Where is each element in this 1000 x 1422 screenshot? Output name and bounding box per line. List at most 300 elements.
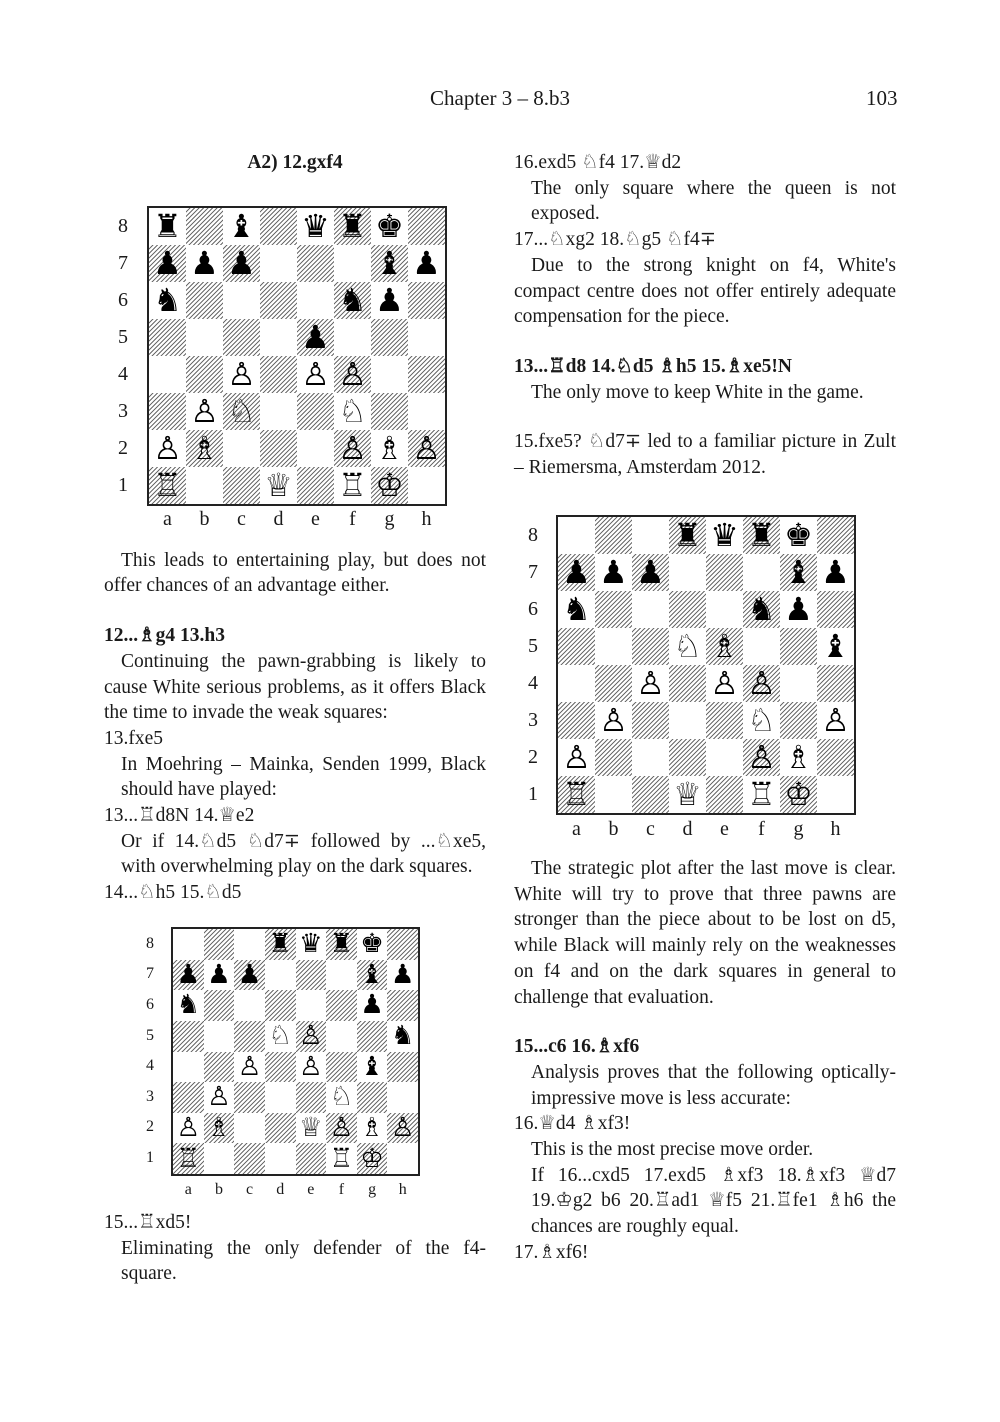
chessboard <box>147 206 447 506</box>
square-b6 <box>204 990 235 1021</box>
rank-label: 6 <box>528 597 538 620</box>
chess-piece: ♗ <box>207 1112 231 1143</box>
square-e2 <box>297 430 334 467</box>
chess-piece: ♛ <box>301 206 330 245</box>
square-c8 <box>234 929 265 960</box>
square-f5 <box>334 319 371 356</box>
rank-label: 6 <box>118 288 128 311</box>
chess-piece: ♘ <box>329 1082 354 1113</box>
chess-piece: ♝ <box>360 1051 384 1082</box>
square-g5 <box>371 319 408 356</box>
square-g4 <box>780 665 817 702</box>
chess-piece: ♔ <box>375 465 404 504</box>
square-a6 <box>149 282 186 319</box>
square-e5 <box>297 319 334 356</box>
rank-label: 1 <box>146 1149 154 1167</box>
file-label: h <box>830 818 841 840</box>
rank-label: 8 <box>146 934 154 952</box>
file-label: g <box>793 818 804 840</box>
move-line: 17.♗xf6! <box>514 1241 589 1263</box>
chess-piece: ♟ <box>237 959 262 990</box>
rank-label: 5 <box>528 634 538 657</box>
square-d5 <box>669 628 706 665</box>
chess-piece: ♟ <box>390 959 415 990</box>
chess-piece: ♜ <box>747 515 776 554</box>
rank-label: 3 <box>528 708 538 731</box>
square-c5 <box>223 319 260 356</box>
square-e8 <box>297 208 334 245</box>
paragraph: Continuing the pawn-grabbing is likely to cause White serious problems, as it offers Black the time to invade the weak squares: <box>104 650 486 724</box>
square-g3 <box>357 1082 388 1113</box>
paragraph: Or if 14.♘d5 ♘d7∓ followed by ...♘xe5, with overwhelming play on the dark squares. <box>121 830 486 878</box>
chess-piece: ♟ <box>360 990 384 1021</box>
square-d8 <box>260 208 297 245</box>
square-h6 <box>817 591 854 628</box>
square-c4 <box>223 356 260 393</box>
chess-piece: ♙ <box>176 1112 201 1143</box>
square-c8 <box>223 208 260 245</box>
file-label: e <box>307 1181 315 1198</box>
chess-piece: ♖ <box>153 465 182 504</box>
square-g7 <box>371 245 408 282</box>
square-b5 <box>204 1021 235 1052</box>
square-a4 <box>558 665 595 702</box>
square-e2 <box>296 1113 327 1144</box>
square-b3 <box>186 393 223 430</box>
square-a4 <box>173 1052 204 1083</box>
chess-piece: ♙ <box>710 663 739 702</box>
square-d6 <box>669 591 706 628</box>
chess-piece: ♟ <box>375 280 404 319</box>
section-heading: A2) 12.gxf4 <box>247 152 343 173</box>
square-e5 <box>706 628 743 665</box>
square-h1 <box>817 776 854 813</box>
rank-label: 7 <box>528 560 538 583</box>
file-label: a <box>163 508 172 530</box>
chess-piece: ♕ <box>673 774 702 813</box>
square-f7 <box>334 245 371 282</box>
paragraph: This is the most precise move order. <box>531 1139 814 1161</box>
chess-piece: ♟ <box>153 243 182 282</box>
square-f3 <box>334 393 371 430</box>
file-label: f <box>349 508 356 530</box>
chess-piece: ♝ <box>784 552 813 591</box>
square-a2 <box>558 739 595 776</box>
chess-piece: ♗ <box>190 428 219 467</box>
chess-piece: ♙ <box>299 1051 323 1082</box>
file-label: c <box>646 818 655 840</box>
square-c7 <box>223 245 260 282</box>
square-d7 <box>265 960 296 991</box>
chess-piece: ♟ <box>412 243 441 282</box>
square-c8 <box>632 517 669 554</box>
square-f8 <box>334 208 371 245</box>
square-a3 <box>149 393 186 430</box>
rank-label: 8 <box>118 214 128 237</box>
file-label: d <box>682 818 693 840</box>
square-c6 <box>632 591 669 628</box>
chess-piece: ♞ <box>338 280 367 319</box>
file-label: b <box>608 818 619 840</box>
square-h3 <box>408 393 445 430</box>
square-a6 <box>173 990 204 1021</box>
square-d4 <box>669 665 706 702</box>
square-h1 <box>387 1143 418 1174</box>
chess-piece: ♖ <box>176 1143 201 1174</box>
rank-label: 6 <box>146 995 154 1013</box>
square-d4 <box>265 1052 296 1083</box>
chess-piece: ♙ <box>636 663 665 702</box>
chess-piece: ♝ <box>821 626 850 665</box>
chess-piece: ♜ <box>268 929 292 960</box>
chessboard <box>556 515 856 815</box>
square-e4 <box>706 665 743 702</box>
paragraph: The only move to keep White in the game. <box>531 381 864 403</box>
chess-piece: ♟ <box>190 243 219 282</box>
chess-piece: ♘ <box>227 391 256 430</box>
square-f1 <box>326 1143 357 1174</box>
square-b7 <box>204 960 235 991</box>
square-a5 <box>558 628 595 665</box>
square-e3 <box>296 1082 327 1113</box>
square-a6 <box>558 591 595 628</box>
square-g3 <box>780 702 817 739</box>
chess-piece: ♜ <box>153 206 182 245</box>
chess-piece: ♘ <box>747 700 776 739</box>
square-h8 <box>408 208 445 245</box>
chess-piece: ♚ <box>360 929 384 960</box>
square-c4 <box>632 665 669 702</box>
rank-label: 1 <box>118 473 128 496</box>
rank-label: 2 <box>528 745 538 768</box>
move-line: 13.fxe5 <box>104 727 164 749</box>
paragraph: This leads to entertaining play, but does not offer chances of an advantage either. <box>104 549 486 597</box>
chess-piece: ♗ <box>784 737 813 776</box>
square-g2 <box>371 430 408 467</box>
file-label: a <box>184 1181 192 1198</box>
file-label: c <box>237 508 246 530</box>
square-d3 <box>669 702 706 739</box>
square-b1 <box>595 776 632 813</box>
square-c3 <box>223 393 260 430</box>
square-g1 <box>371 467 408 504</box>
square-d2 <box>265 1113 296 1144</box>
square-h6 <box>387 990 418 1021</box>
square-d7 <box>669 554 706 591</box>
square-f6 <box>743 591 780 628</box>
square-g7 <box>780 554 817 591</box>
chess-piece: ♙ <box>562 737 591 776</box>
square-c2 <box>632 739 669 776</box>
square-f1 <box>334 467 371 504</box>
square-g3 <box>371 393 408 430</box>
file-label: a <box>572 818 581 840</box>
square-d1 <box>669 776 706 813</box>
chessboard <box>171 927 420 1176</box>
paragraph: Eliminating the only defender of the f4-square. <box>121 1237 486 1285</box>
rank-label: 4 <box>528 671 538 694</box>
file-label: h <box>398 1181 407 1198</box>
square-g4 <box>357 1052 388 1083</box>
rank-label: 7 <box>146 965 154 983</box>
file-label: f <box>338 1181 345 1198</box>
square-f2 <box>334 430 371 467</box>
square-e7 <box>706 554 743 591</box>
square-e3 <box>706 702 743 739</box>
page-header-title: Chapter 3 – 8.b3 <box>430 86 570 110</box>
rank-label: 1 <box>528 782 538 805</box>
square-e6 <box>296 990 327 1021</box>
move-line: 16.♕d4 ♗xf3! <box>514 1113 631 1135</box>
square-b8 <box>186 208 223 245</box>
square-f7 <box>326 960 357 991</box>
chess-piece: ♝ <box>227 206 256 245</box>
chess-piece: ♙ <box>747 737 776 776</box>
chess-piece: ♘ <box>673 626 702 665</box>
square-b4 <box>186 356 223 393</box>
square-d2 <box>669 739 706 776</box>
square-h7 <box>817 554 854 591</box>
square-f4 <box>743 665 780 702</box>
square-b8 <box>595 517 632 554</box>
square-d3 <box>260 393 297 430</box>
square-h2 <box>817 739 854 776</box>
chess-piece: ♜ <box>673 515 702 554</box>
chess-piece: ♞ <box>153 280 182 319</box>
square-b5 <box>186 319 223 356</box>
file-label: f <box>758 818 765 840</box>
square-g8 <box>371 208 408 245</box>
chess-piece: ♛ <box>710 515 739 554</box>
square-a1 <box>558 776 595 813</box>
chess-piece: ♟ <box>599 552 628 591</box>
rank-label: 2 <box>146 1118 154 1136</box>
square-a2 <box>173 1113 204 1144</box>
square-f4 <box>326 1052 357 1083</box>
square-f2 <box>326 1113 357 1144</box>
square-f3 <box>326 1082 357 1113</box>
square-h2 <box>408 430 445 467</box>
chess-piece: ♟ <box>784 589 813 628</box>
chess-piece: ♟ <box>821 552 850 591</box>
square-g2 <box>357 1113 388 1144</box>
square-e1 <box>706 776 743 813</box>
square-h6 <box>408 282 445 319</box>
file-label: e <box>720 818 729 840</box>
square-g8 <box>357 929 388 960</box>
square-c2 <box>234 1113 265 1144</box>
section-heading: 12...♗g4 13.h3 <box>104 625 225 647</box>
square-h7 <box>387 960 418 991</box>
rank-label: 7 <box>118 251 128 274</box>
square-d8 <box>669 517 706 554</box>
square-b4 <box>204 1052 235 1083</box>
rank-label: 3 <box>118 399 128 422</box>
square-c1 <box>223 467 260 504</box>
square-c5 <box>234 1021 265 1052</box>
square-a1 <box>149 467 186 504</box>
chess-piece: ♞ <box>390 1021 415 1052</box>
square-h4 <box>817 665 854 702</box>
square-d1 <box>260 467 297 504</box>
file-label: g <box>384 508 395 530</box>
chess-piece: ♚ <box>375 206 404 245</box>
right-column <box>514 150 896 481</box>
paragraph: If 16...cxd5 17.exd5 ♗xf3 18.♗xf3 ♕d7 19.♔g2 b6 20.♖ad1 ♕f5 21.♖fe1 ♗h6 the chances are roughly equal. <box>531 1164 896 1238</box>
paragraph: Analysis proves that the following optically-impressive move is less accurate: <box>531 1061 896 1109</box>
chess-piece: ♖ <box>747 774 776 813</box>
file-label: g <box>368 1181 377 1198</box>
chess-piece: ♙ <box>227 354 256 393</box>
paragraph: The only square where the queen is not exposed. <box>531 177 896 225</box>
chess-piece: ♙ <box>190 391 219 430</box>
page-number: 103 <box>866 86 898 110</box>
square-g5 <box>780 628 817 665</box>
chess-piece: ♙ <box>237 1051 262 1082</box>
square-h5 <box>408 319 445 356</box>
chess-piece: ♕ <box>299 1112 323 1143</box>
chess-piece: ♕ <box>264 465 293 504</box>
square-b1 <box>204 1143 235 1174</box>
square-d8 <box>265 929 296 960</box>
square-h3 <box>387 1082 418 1113</box>
rank-label: 3 <box>146 1087 154 1105</box>
chess-piece: ♙ <box>301 354 330 393</box>
square-b1 <box>186 467 223 504</box>
square-e5 <box>296 1021 327 1052</box>
chess-piece: ♟ <box>227 243 256 282</box>
square-e4 <box>296 1052 327 1083</box>
move-line: 15...♖xd5! <box>104 1212 192 1233</box>
square-c4 <box>234 1052 265 1083</box>
square-d6 <box>265 990 296 1021</box>
chess-piece: ♙ <box>153 428 182 467</box>
paragraph: Due to the strong knight on f4, White's compact centre does not offer entirely adequate compensation for the piece. <box>514 254 896 328</box>
square-b2 <box>186 430 223 467</box>
paragraph: The strategic plot after the last move is clear. White will try to prove that three pawns are stronger than the piece about to be lost on d5, while Black will mainly rely on the weaknesses on f4 and on the dark squares in general to challenge that evaluation. <box>514 858 896 1008</box>
square-e8 <box>296 929 327 960</box>
chess-piece: ♗ <box>375 428 404 467</box>
chess-piece: ♙ <box>338 428 367 467</box>
file-label: h <box>421 508 432 530</box>
square-b8 <box>204 929 235 960</box>
chess-piece: ♔ <box>784 774 813 813</box>
chess-piece: ♙ <box>207 1082 231 1113</box>
square-e1 <box>297 467 334 504</box>
square-d2 <box>260 430 297 467</box>
chess-piece: ♘ <box>268 1021 292 1052</box>
square-f6 <box>326 990 357 1021</box>
rank-label: 2 <box>118 436 128 459</box>
section-heading: 13...♖d8 14.♘d5 ♗h5 15.♗xe5!N <box>514 355 792 377</box>
chess-piece: ♙ <box>821 700 850 739</box>
square-f1 <box>743 776 780 813</box>
square-h1 <box>408 467 445 504</box>
square-h8 <box>387 929 418 960</box>
file-label: b <box>214 1181 223 1198</box>
section-heading: 15...c6 16.♗xf6 <box>514 1036 640 1058</box>
square-c6 <box>234 990 265 1021</box>
square-d5 <box>265 1021 296 1052</box>
square-c2 <box>223 430 260 467</box>
square-a7 <box>149 245 186 282</box>
chess-piece: ♟ <box>207 959 231 990</box>
square-c1 <box>234 1143 265 1174</box>
square-h5 <box>817 628 854 665</box>
chess-piece: ♙ <box>390 1112 415 1143</box>
chess-piece: ♗ <box>710 626 739 665</box>
square-b3 <box>595 702 632 739</box>
square-d7 <box>260 245 297 282</box>
rank-label: 5 <box>118 325 128 348</box>
square-f7 <box>743 554 780 591</box>
move-line: 13...♖d8N 14.♕e2 <box>104 805 255 827</box>
square-a5 <box>173 1021 204 1052</box>
square-a7 <box>558 554 595 591</box>
chess-piece: ♛ <box>299 929 323 960</box>
square-g1 <box>357 1143 388 1174</box>
file-label: b <box>199 508 210 530</box>
square-e8 <box>706 517 743 554</box>
chess-piece: ♙ <box>412 428 441 467</box>
chess-piece: ♝ <box>360 959 384 990</box>
square-f5 <box>326 1021 357 1052</box>
square-g6 <box>371 282 408 319</box>
chess-piece: ♟ <box>636 552 665 591</box>
square-h7 <box>408 245 445 282</box>
square-f8 <box>326 929 357 960</box>
square-g6 <box>780 591 817 628</box>
square-f6 <box>334 282 371 319</box>
square-h3 <box>817 702 854 739</box>
square-d1 <box>265 1143 296 1174</box>
square-a1 <box>173 1143 204 1174</box>
square-a5 <box>149 319 186 356</box>
chess-piece: ♝ <box>375 243 404 282</box>
square-f4 <box>334 356 371 393</box>
square-e3 <box>297 393 334 430</box>
square-h4 <box>408 356 445 393</box>
square-d5 <box>260 319 297 356</box>
square-e6 <box>297 282 334 319</box>
file-label: d <box>273 508 284 530</box>
chess-piece: ♗ <box>360 1112 384 1143</box>
square-g4 <box>371 356 408 393</box>
square-g2 <box>780 739 817 776</box>
chess-piece: ♞ <box>176 990 201 1021</box>
move-line: 17...♘xg2 18.♘g5 ♘f4∓ <box>514 229 717 251</box>
chess-piece: ♟ <box>301 317 330 356</box>
chess-piece: ♞ <box>747 589 776 628</box>
chess-piece: ♖ <box>338 465 367 504</box>
square-a7 <box>173 960 204 991</box>
square-c1 <box>632 776 669 813</box>
square-b3 <box>204 1082 235 1113</box>
chess-piece: ♟ <box>562 552 591 591</box>
paragraph: In Moehring – Mainka, Senden 1999, Black should have played: <box>121 753 486 801</box>
square-a8 <box>149 208 186 245</box>
square-b2 <box>595 739 632 776</box>
move-line: 16.exd5 ♘f4 17.♕d2 <box>514 152 682 173</box>
file-label: c <box>246 1181 254 1198</box>
right-column-bottom <box>514 856 896 1266</box>
square-f5 <box>743 628 780 665</box>
square-c7 <box>234 960 265 991</box>
file-label: e <box>311 508 320 530</box>
chess-piece: ♚ <box>784 515 813 554</box>
chess-piece: ♖ <box>562 774 591 813</box>
chess-piece: ♙ <box>329 1112 354 1143</box>
